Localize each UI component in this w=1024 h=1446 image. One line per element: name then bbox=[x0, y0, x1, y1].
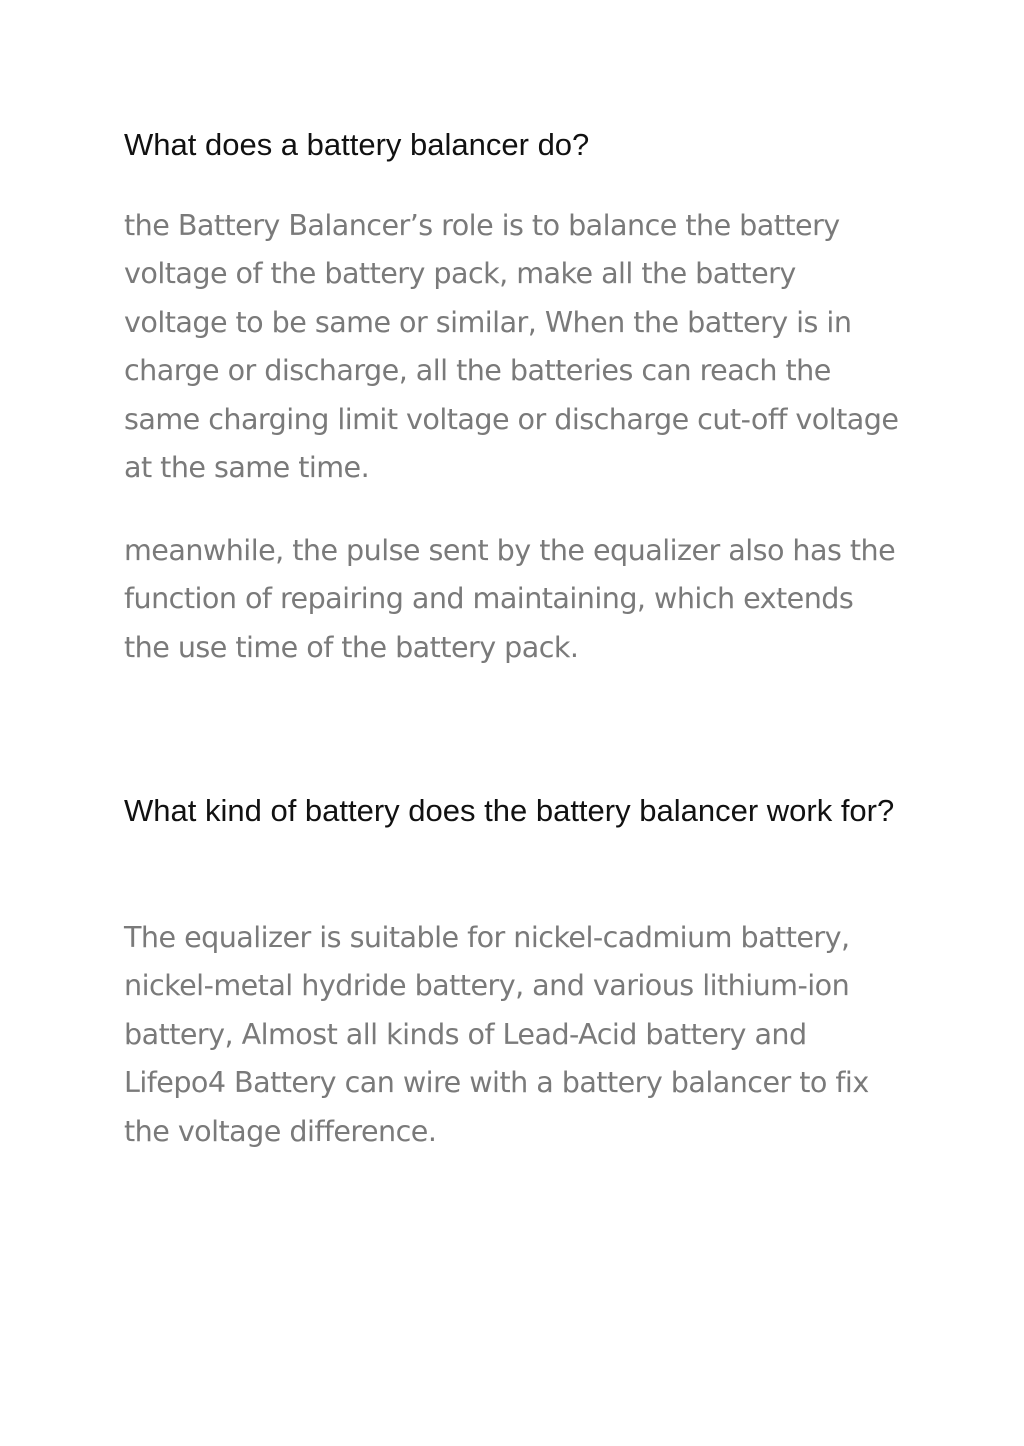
paragraph-pulse-function: meanwhile, the pulse sent by the equalizer also has the function of repairing and maintaining, which extends the use time of the battery pack. bbox=[124, 533, 896, 664]
paragraph-battery-types: The equalizer is suitable for nickel-cadmium battery, nickel-metal hydride battery, and various lithium-ion battery, Almost all kinds of Lead-Acid battery and Lifepo4 Battery can wire with a battery balancer to fix the voltage difference. bbox=[124, 920, 869, 1148]
section-heading-what-does: What does a battery balancer do? bbox=[124, 127, 590, 162]
paragraph-balancer-role: the Battery Balancer’s role is to balance the battery voltage of the battery pack, make all the battery voltage to be same or similar, When the battery is in charge or discharge, all the batteries can reach the same charging limit voltage or discharge cut-off voltage at the same time. bbox=[124, 208, 899, 485]
section-heading-what-kind: What kind of battery does the battery balancer work for? bbox=[124, 793, 895, 828]
